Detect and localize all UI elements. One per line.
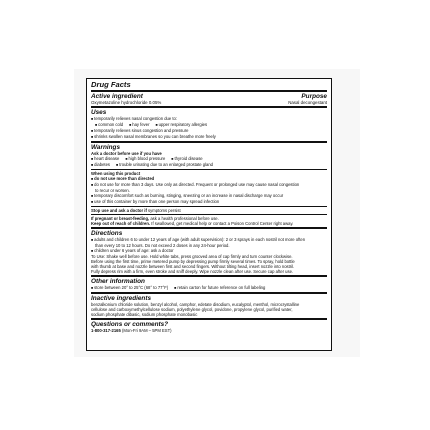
directions-line: ■ children under 6 years of age: ask a doctor — [91, 248, 327, 254]
divider — [91, 90, 327, 92]
pregnant-heading: If pregnant or breast-feeding, — [91, 216, 150, 221]
children-row — [91, 221, 327, 226]
children-text: If swallowed, get medical help or contact a Poison Control Center right away. — [151, 221, 294, 226]
warnings-section — [91, 144, 327, 226]
active-ingredient-heading: Active ingredient — [91, 93, 143, 100]
active-ingredient-row — [91, 100, 327, 105]
purpose-heading: Purpose — [301, 93, 327, 100]
drug-facts-panel — [86, 78, 332, 351]
directions-line: with thumb at base and nozzle between first and second fingers. Without tilting head, insert nozzle into nostril. — [91, 264, 295, 269]
questions-heading: Questions or comments? — [91, 321, 169, 328]
uses-subitem: ■ common cold — [95, 122, 123, 128]
uses-line: ■ shrinks swollen nasal membranes so you can breathe more freely — [91, 134, 327, 140]
directions-section — [91, 230, 327, 274]
divider — [91, 106, 327, 108]
uses-line: ■ temporarily relieves nasal congestion due to: — [91, 116, 327, 122]
condition-item: ■ heart disease — [91, 156, 119, 162]
inactive-line: cellulose and carboxymethylcellulose sodium, polyethylene glycol, povidone, propylene glycol, purified water, — [91, 307, 293, 312]
purpose-text: Nasal decongestant — [288, 100, 327, 105]
condition-item: ■ trouble urinating due to an enlarged prostate gland — [116, 162, 213, 168]
when-using-item: ■ temporary discomfort such as burning, stinging, sneezing or an increase in nasal discharge may occur — [91, 193, 327, 199]
other-info-item: ■ store between 20° to 25°C (68° to 77°F) — [91, 285, 168, 291]
uses-subitem: ■ upper respiratory allergies — [155, 122, 207, 128]
conditions-row — [91, 162, 327, 168]
stop-use-heading: Stop use and ask a doctor if — [91, 208, 147, 213]
other-info-section — [91, 278, 327, 291]
active-ingredient-text: Oxymetazoline hydrochloride 0.05% — [91, 100, 162, 105]
condition-item: ■ thyroid disease — [171, 156, 202, 162]
active-header-row — [91, 93, 327, 100]
divider — [91, 206, 327, 207]
warnings-heading: Warnings — [91, 144, 120, 151]
phone-number: 1-800-317-2165 — [91, 328, 121, 333]
directions-heading: Directions — [91, 230, 123, 237]
directions-line: ■ adults and children 6 to under 12 years of age (with adult supervision): 2 or 3 sprays in each nostril not more often — [91, 237, 327, 243]
questions-section — [91, 321, 327, 333]
other-info-item: ■ retain carton for future reference on full labeling — [174, 285, 265, 291]
stop-use-text: symptoms persist — [148, 208, 181, 213]
inactive-section — [91, 295, 327, 317]
condition-item: ■ diabetes — [91, 162, 110, 168]
divider — [91, 275, 327, 277]
directions-line: than every 10 to 12 hours. Do not exceed 2 doses in any 24-hour period. — [95, 243, 230, 248]
questions-row — [91, 328, 327, 333]
children-heading: Keep out of reach of children. — [91, 221, 151, 226]
drug-facts-title: Drug Facts — [91, 80, 131, 89]
directions-line: To Use: Shake well before use. Hold white tabs, press grooved area of cap firmly and turn counter clockwise. — [91, 254, 293, 259]
directions-line: Fully depress rim with a firm, even stroke and sniff deeply. Wipe nozzle clean after use. Secure cap after use. — [91, 269, 294, 274]
divider — [91, 318, 327, 320]
other-info-heading: Other information — [91, 278, 145, 285]
other-info-row — [91, 285, 327, 291]
ask-doctor-text: Ask a doctor before use if you have — [91, 151, 162, 156]
when-using-item: ■ use of this container by more than one person may spread infection — [91, 199, 327, 205]
when-using-item: ■ do not use more than directed — [91, 176, 327, 182]
condition-item: ■ high blood pressure — [125, 156, 165, 162]
when-using-item: ■ do not use for more than 3 days. Use only as directed. Frequent or prolonged use may cause nasal congestion — [91, 182, 327, 188]
uses-subitem: ■ hay fever — [129, 122, 149, 128]
divider — [91, 214, 327, 215]
phone-hours: (Mon-Fri 9AM – 5PM EST) — [121, 328, 172, 333]
when-using-heading: When using this product — [91, 171, 141, 176]
uses-line: ■ temporarily relieves sinus congestion and pressure — [91, 128, 327, 134]
uses-heading: Uses — [91, 109, 107, 116]
pregnant-text: ask a health professional before use. — [150, 216, 219, 221]
divider — [91, 292, 327, 294]
when-using-item: to recur or worsen. — [95, 188, 130, 193]
uses-section — [91, 109, 327, 140]
stop-use-row — [91, 208, 327, 213]
directions-line: Before using the first time, prime metered pump by depressing pump firmly several times. To spray, hold bottle — [91, 259, 295, 264]
divider — [91, 227, 327, 229]
inactive-heading: Inactive ingredients — [91, 295, 152, 302]
divider — [91, 169, 327, 170]
divider — [91, 141, 327, 143]
inactive-line: sodium phosphate dibasic, sodium phosphate monobasic — [91, 312, 198, 317]
inactive-line: benzalkonium chloride solution, benzyl alcohol, camphor, edetate disodium, eucalyptol, menthol, microcrystalline — [91, 302, 300, 307]
